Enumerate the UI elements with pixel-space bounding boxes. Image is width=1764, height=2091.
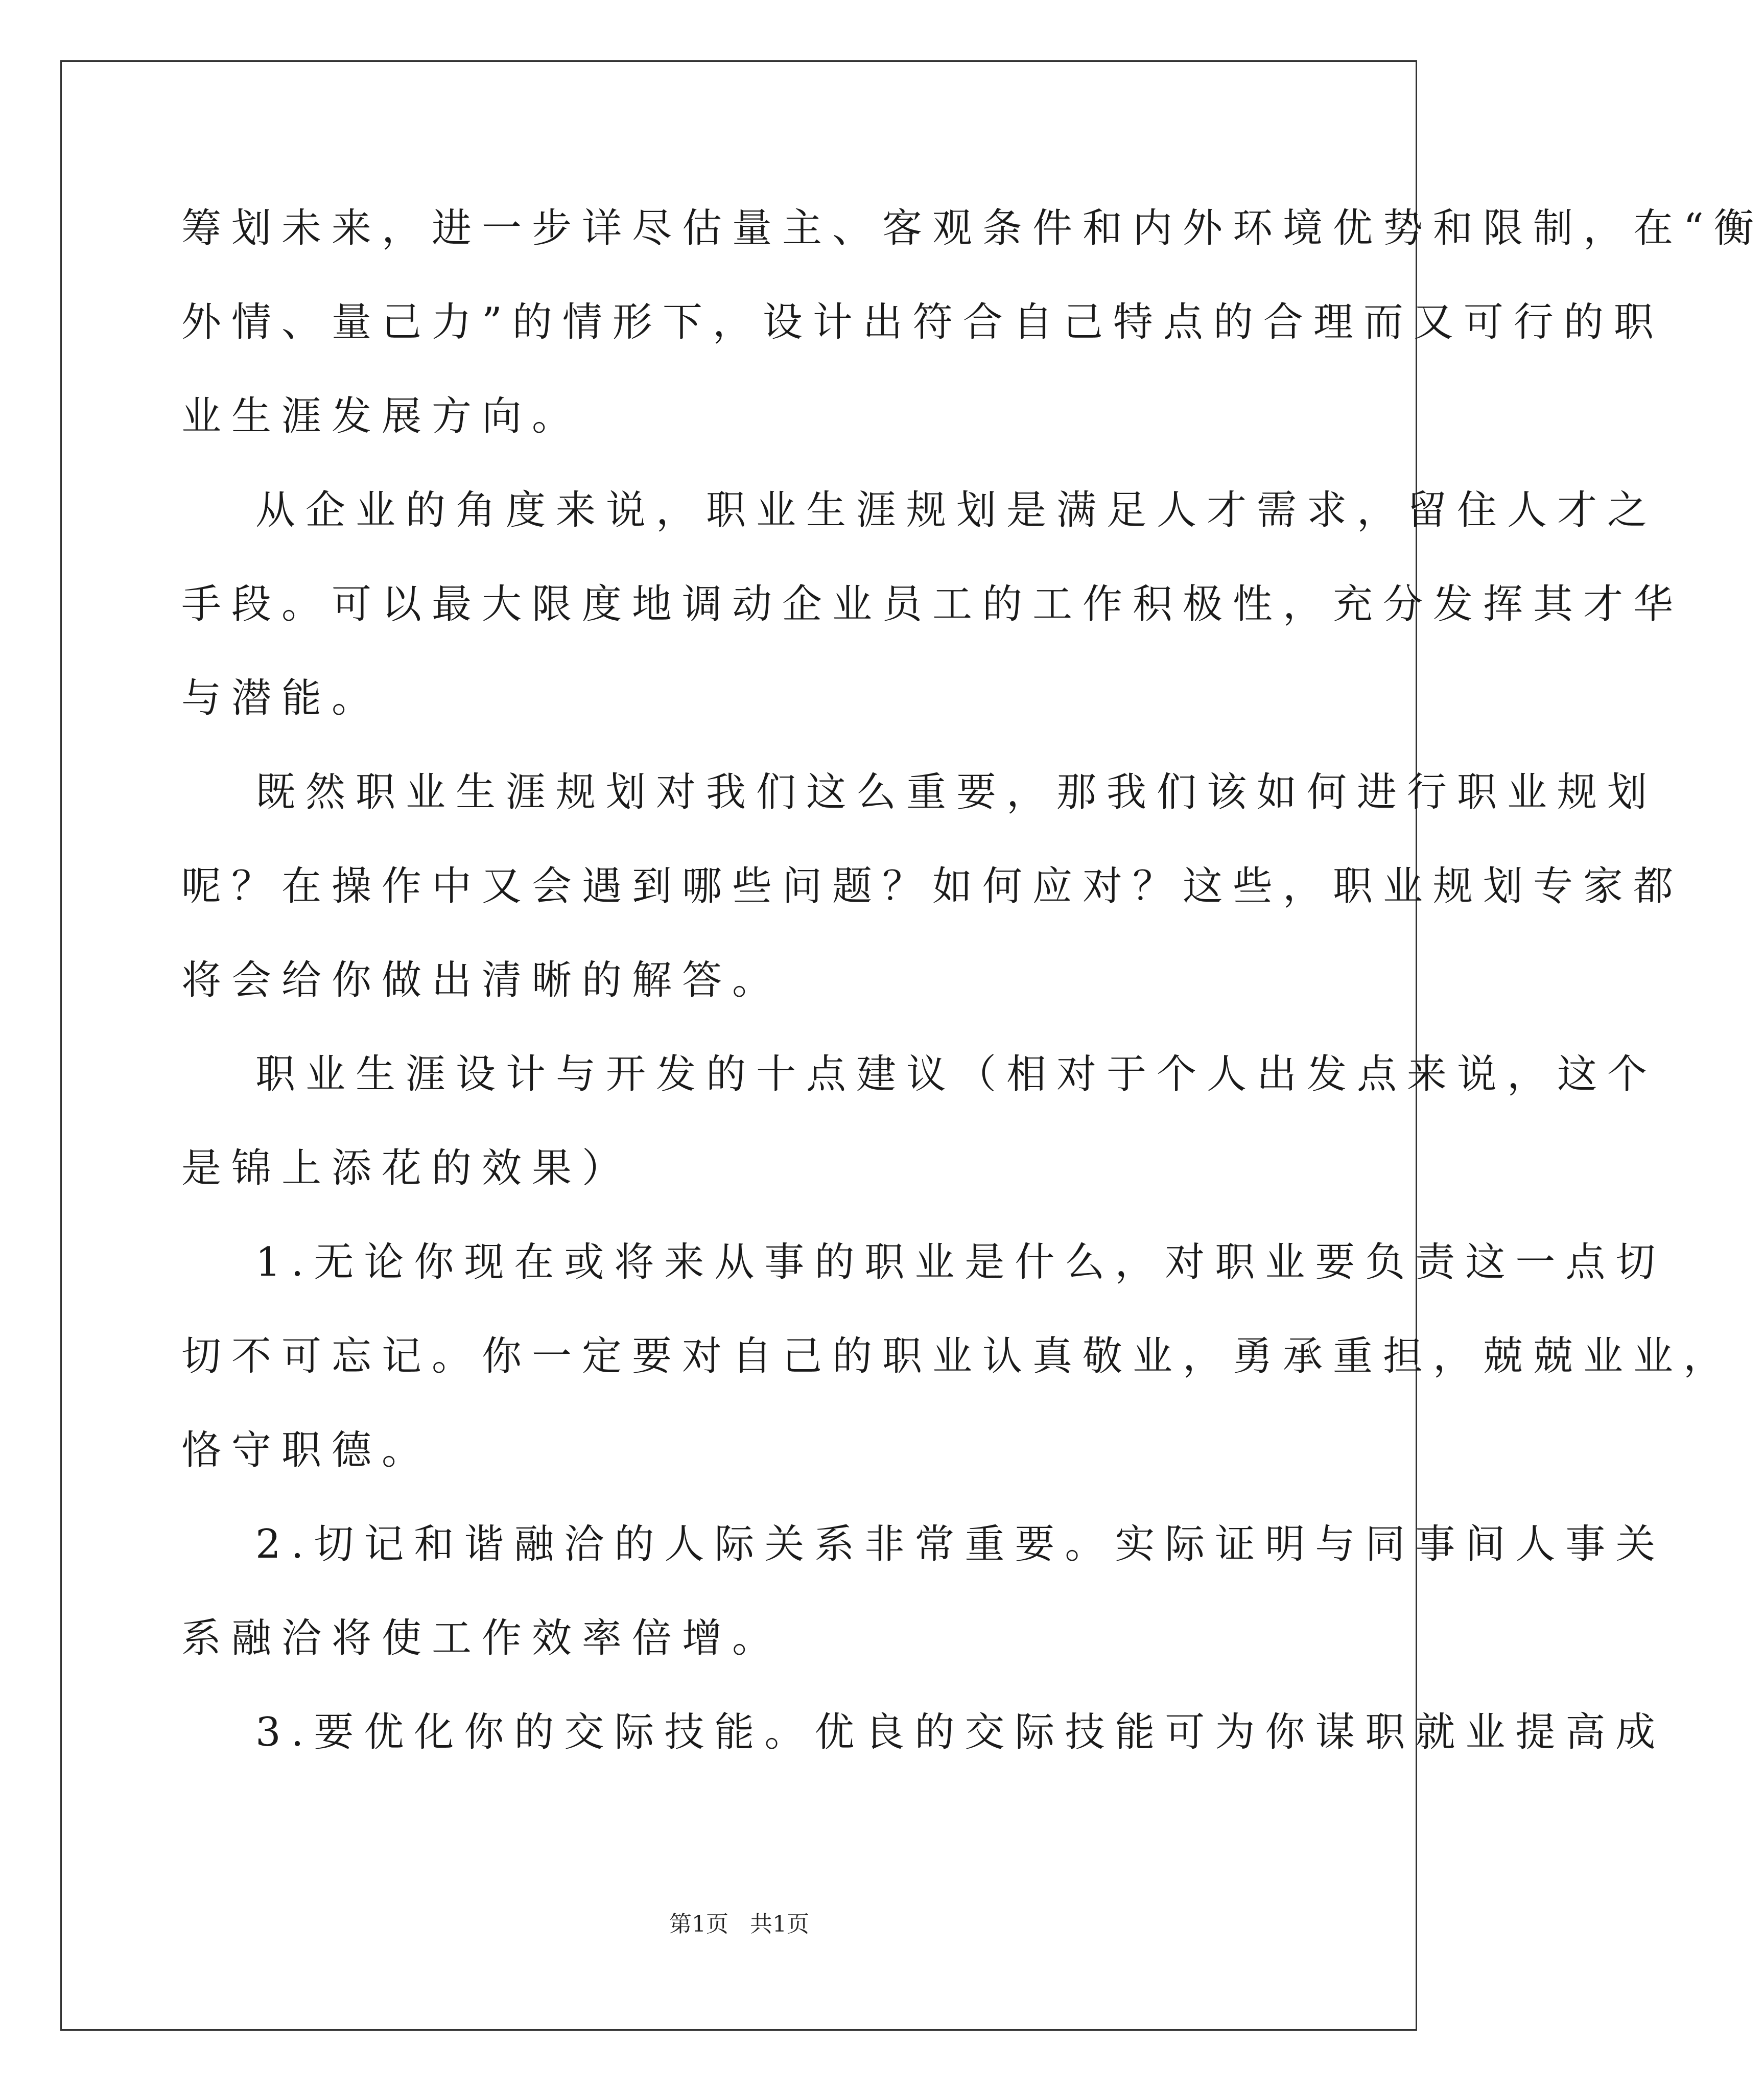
text-line: 职业生涯设计与开发的十点建议（相对于个人出发点来说，这个: [255, 1051, 1658, 1097]
text-line: 业生涯发展方向。: [181, 393, 582, 439]
text-line: 系融洽将使工作效率倍增。: [181, 1615, 783, 1661]
page-number: 第1页: [669, 1911, 728, 1937]
text-line: 1.无论你现在或将来从事的职业是什么，对职业要负责这一点切: [255, 1239, 1666, 1285]
text-line: 外情、量己力”的情形下，设计出符合自己特点的合理而又可行的职: [181, 299, 1664, 345]
text-line: 将会给你做出清晰的解答。: [181, 957, 783, 1003]
text-line: 手段。可以最大限度地调动企业员工的工作积极性，充分发挥其才华: [181, 581, 1684, 627]
document-body: [181, 181, 1764, 1779]
text-line: 3.要优化你的交际技能。优良的交际技能可为你谋职就业提高成: [255, 1709, 1666, 1755]
text-line: 切不可忘记。你一定要对自己的职业认真敬业，勇承重担，兢兢业业，: [181, 1333, 1734, 1379]
text-line: 2.切记和谐融洽的人际关系非常重要。实际证明与同事间人事关: [255, 1521, 1666, 1567]
text-line: 筹划未来，进一步详尽估量主、客观条件和内外环境优势和限制，在“衡: [181, 205, 1764, 251]
text-line: 是锦上添花的效果）: [181, 1145, 632, 1191]
page-footer: [0, 1906, 1478, 1938]
text-line: 与潜能。: [181, 675, 382, 721]
page-total: 共1页: [750, 1911, 809, 1937]
text-line: 恪守职德。: [181, 1427, 432, 1473]
text-line: 既然职业生涯规划对我们这么重要，那我们该如何进行职业规划: [255, 769, 1658, 815]
text-line: 呢？在操作中又会遇到哪些问题？如何应对？这些，职业规划专家都: [181, 863, 1684, 909]
text-line: 从企业的角度来说，职业生涯规划是满足人才需求，留住人才之: [255, 487, 1658, 533]
